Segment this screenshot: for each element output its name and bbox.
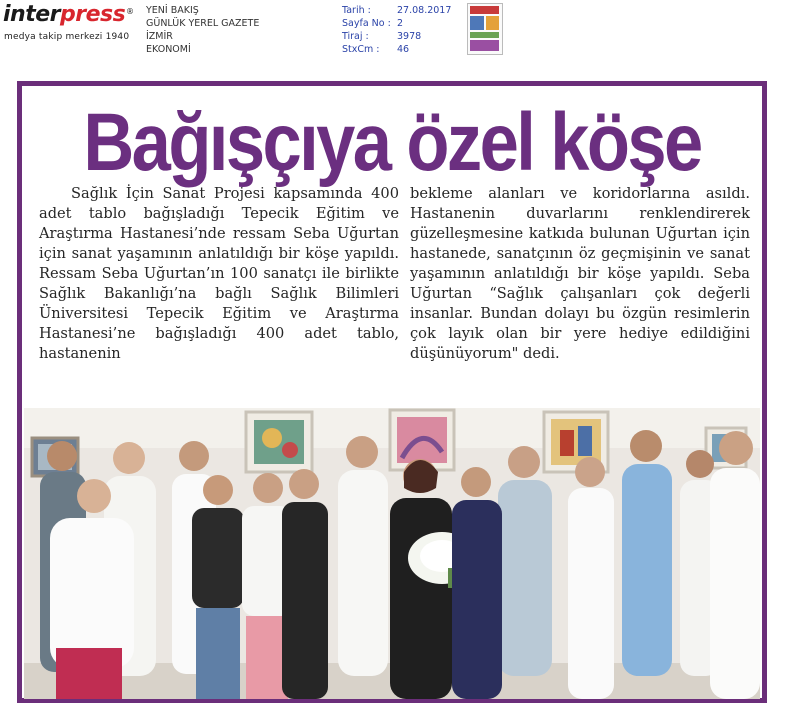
publication-city: İZMİR	[146, 31, 173, 42]
publication-section: EKONOMİ	[146, 44, 191, 55]
clipping-header	[0, 0, 791, 64]
logo-word-press: press	[60, 2, 126, 27]
meta-label: Tarih :	[342, 5, 371, 16]
interpress-logo	[3, 2, 134, 45]
meta-value: 27.08.2017	[397, 5, 452, 16]
thumbnail-block	[470, 40, 499, 51]
logo-word-inter: inter	[3, 2, 60, 27]
painting	[246, 412, 312, 472]
article-headline: Bağışçıya özel köşe	[83, 97, 701, 188]
publication-info	[146, 4, 259, 56]
logo-tagline: medya takip merkezi 1940	[4, 32, 130, 42]
publication-name: YENİ BAKIŞ	[146, 5, 199, 16]
thumbnail-block	[470, 6, 499, 14]
article-column-right	[410, 184, 750, 364]
thumbnail-block	[486, 16, 499, 30]
meta-label: Tiraj :	[342, 31, 369, 42]
meta-label: StxCm :	[342, 44, 380, 55]
logo-wordmark	[3, 2, 125, 27]
meta-value: 2	[397, 18, 404, 29]
article-frame	[17, 81, 767, 703]
article-paragraph: Sağlık İçin Sanat Projesi kapsamında 400 adet tablo bağışladığı Tepecik Eğitim ve Araştırma Hastanesi’nde ressam Seba Uğurtan için sanat yaşamının anlatıldığı bir köşe yapıldı. Ressam Seba Uğurtan’ın 100 sanatçı ile birlikte Sağlık Bakanlığı’na bağlı Sağlık Bilimleri Üniversitesi Tepecik Eğitim ve Araştırma Hastanesi’ne bağışladığı 400 adet tablo, hastanenin	[39, 185, 399, 362]
article-column-left	[39, 184, 399, 364]
meta-value: 46	[397, 44, 410, 55]
registered-mark: ®	[126, 7, 134, 16]
page-thumbnail[interactable]	[467, 3, 503, 55]
meta-label: Sayfa No :	[342, 18, 391, 29]
meta-value: 3978	[397, 31, 422, 42]
publication-type: GÜNLÜK YEREL GAZETE	[146, 18, 260, 29]
thumbnail-block	[470, 16, 484, 30]
article-paragraph: bekleme alanları ve koridorlarına asıldı. Hastanenin duvarlarını renklendirerek güzelleşmesine katkıda bulunan Uğurtan için hastanede, sanatçının öz geçmişinin ve sanat yaşamının anlatıldığı bir köşe yapıldı. Seba Uğurtan “Sağlık çalışanları çok değerli insanlar. Bundan dolayı bu özgün resimlerin çok layık olan bir yere hediye edildiğini düşünüyorum" dedi.	[410, 185, 750, 362]
thumbnail-block	[470, 32, 499, 38]
group-photo-illustration	[24, 408, 760, 699]
article-photo	[24, 408, 760, 699]
